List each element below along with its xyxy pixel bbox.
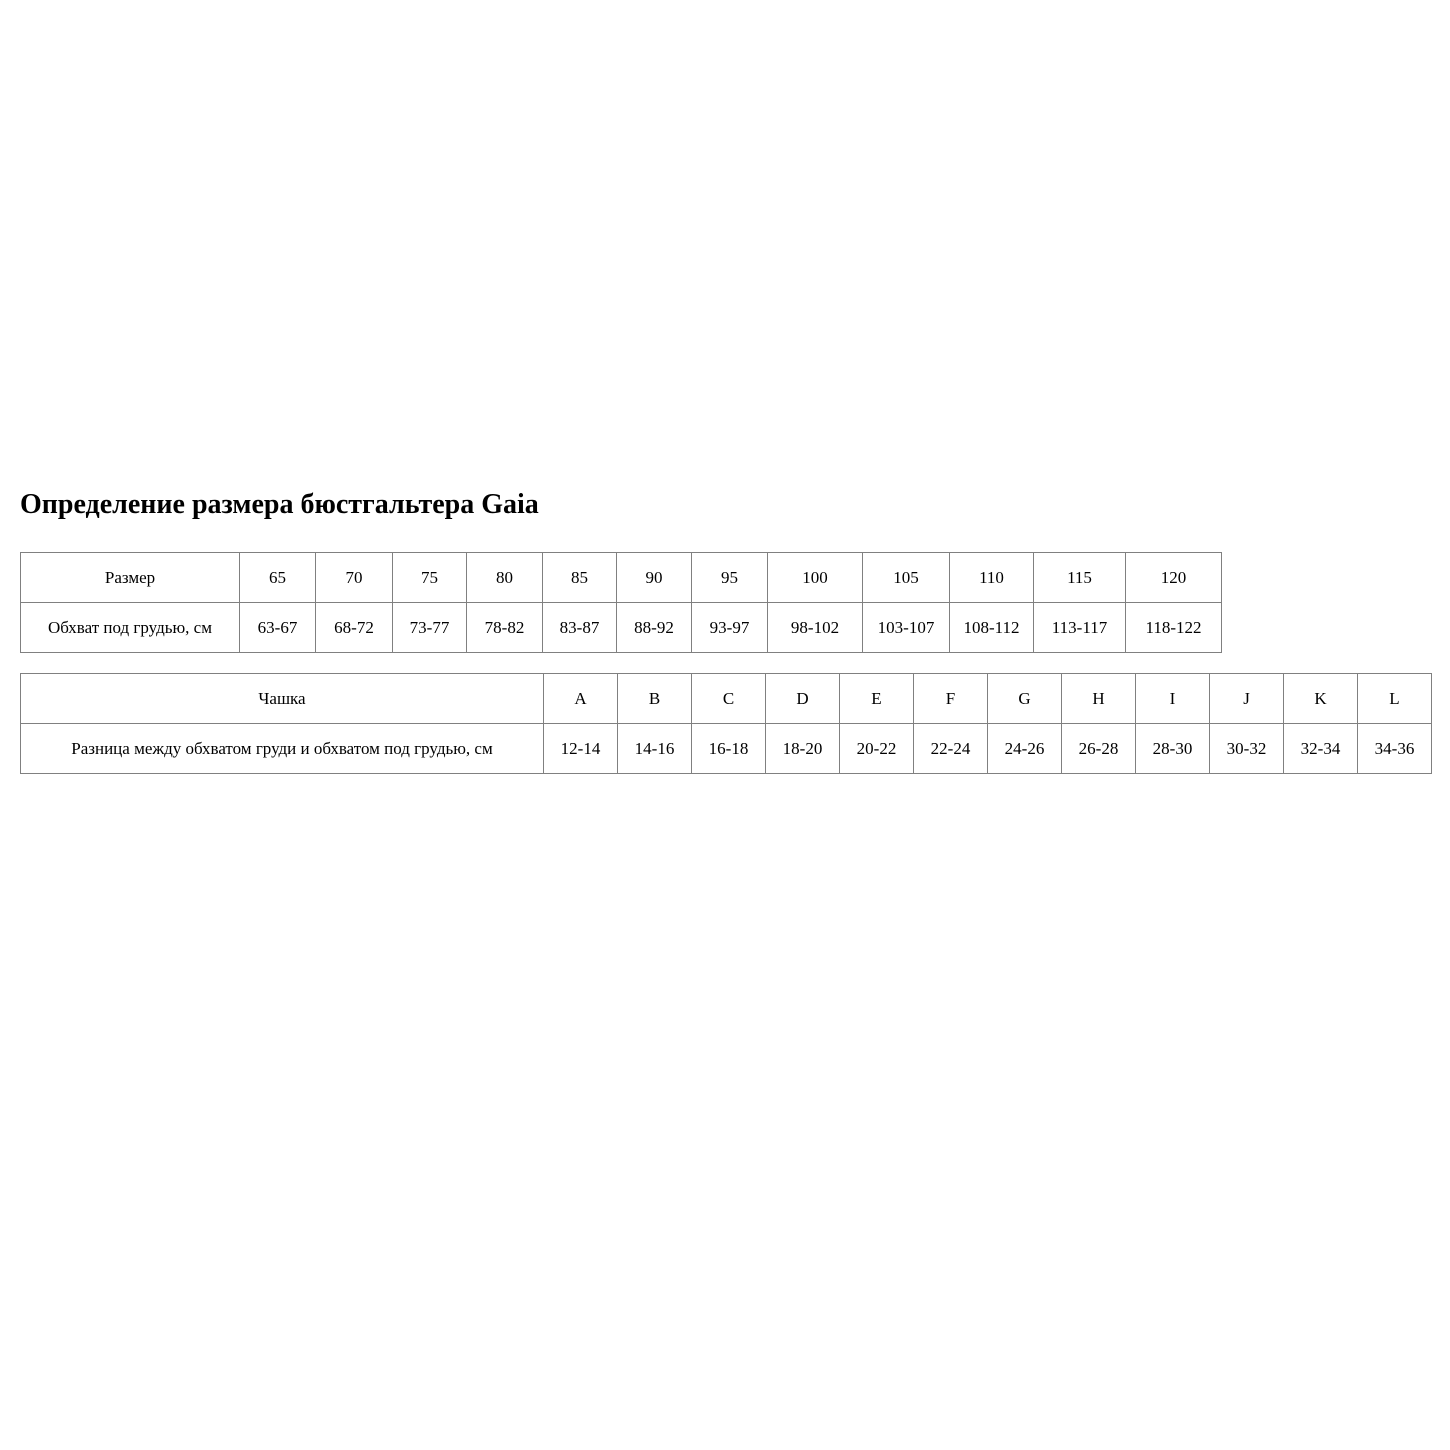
cup-letter-cell: D	[766, 674, 840, 724]
cup-letter-cell: L	[1358, 674, 1432, 724]
band-size-cell: 70	[316, 553, 393, 603]
page-title: Определение размера бюстгальтера Gaia	[20, 489, 539, 520]
underbust-range-cell: 73-77	[393, 603, 467, 653]
cup-letter-cell: C	[692, 674, 766, 724]
underbust-range-cell: 88-92	[617, 603, 692, 653]
band-size-cell: 85	[543, 553, 617, 603]
difference-range-cell: 12-14	[544, 724, 618, 774]
difference-range-cell: 30-32	[1210, 724, 1284, 774]
cup-letter-cell: A	[544, 674, 618, 724]
band-size-cell: 120	[1126, 553, 1222, 603]
cup-letter-cell: G	[988, 674, 1062, 724]
cup-letter-cell: B	[618, 674, 692, 724]
table-row	[21, 674, 1432, 724]
difference-row-header: Разница между обхватом груди и обхватом под грудью, см	[21, 724, 544, 774]
difference-range-cell: 34-36	[1358, 724, 1432, 774]
cup-size-table	[20, 673, 1432, 774]
cup-letter-cell: K	[1284, 674, 1358, 724]
band-row-header: Размер	[21, 553, 240, 603]
underbust-row-header: Обхват под грудью, см	[21, 603, 240, 653]
table-row	[21, 553, 1222, 603]
table-row	[21, 724, 1432, 774]
band-size-cell: 100	[768, 553, 863, 603]
band-size-cell: 95	[692, 553, 768, 603]
difference-range-cell: 28-30	[1136, 724, 1210, 774]
cup-letter-cell: J	[1210, 674, 1284, 724]
underbust-range-cell: 118-122	[1126, 603, 1222, 653]
underbust-range-cell: 103-107	[863, 603, 950, 653]
difference-range-cell: 26-28	[1062, 724, 1136, 774]
cup-letter-cell: E	[840, 674, 914, 724]
difference-range-cell: 16-18	[692, 724, 766, 774]
band-size-cell: 80	[467, 553, 543, 603]
underbust-range-cell: 93-97	[692, 603, 768, 653]
underbust-range-cell: 113-117	[1034, 603, 1126, 653]
band-size-cell: 110	[950, 553, 1034, 603]
difference-range-cell: 20-22	[840, 724, 914, 774]
table-row	[21, 603, 1222, 653]
underbust-range-cell: 83-87	[543, 603, 617, 653]
underbust-range-cell: 63-67	[240, 603, 316, 653]
band-size-table	[20, 552, 1222, 653]
difference-range-cell: 22-24	[914, 724, 988, 774]
cup-letter-cell: I	[1136, 674, 1210, 724]
band-size-cell: 115	[1034, 553, 1126, 603]
difference-range-cell: 24-26	[988, 724, 1062, 774]
underbust-range-cell: 98-102	[768, 603, 863, 653]
underbust-range-cell: 68-72	[316, 603, 393, 653]
difference-range-cell: 14-16	[618, 724, 692, 774]
cup-letter-cell: F	[914, 674, 988, 724]
underbust-range-cell: 108-112	[950, 603, 1034, 653]
cup-row-header: Чашка	[21, 674, 544, 724]
cup-letter-cell: H	[1062, 674, 1136, 724]
difference-range-cell: 18-20	[766, 724, 840, 774]
band-size-cell: 75	[393, 553, 467, 603]
difference-range-cell: 32-34	[1284, 724, 1358, 774]
band-size-cell: 65	[240, 553, 316, 603]
band-size-cell: 90	[617, 553, 692, 603]
band-size-cell: 105	[863, 553, 950, 603]
underbust-range-cell: 78-82	[467, 603, 543, 653]
